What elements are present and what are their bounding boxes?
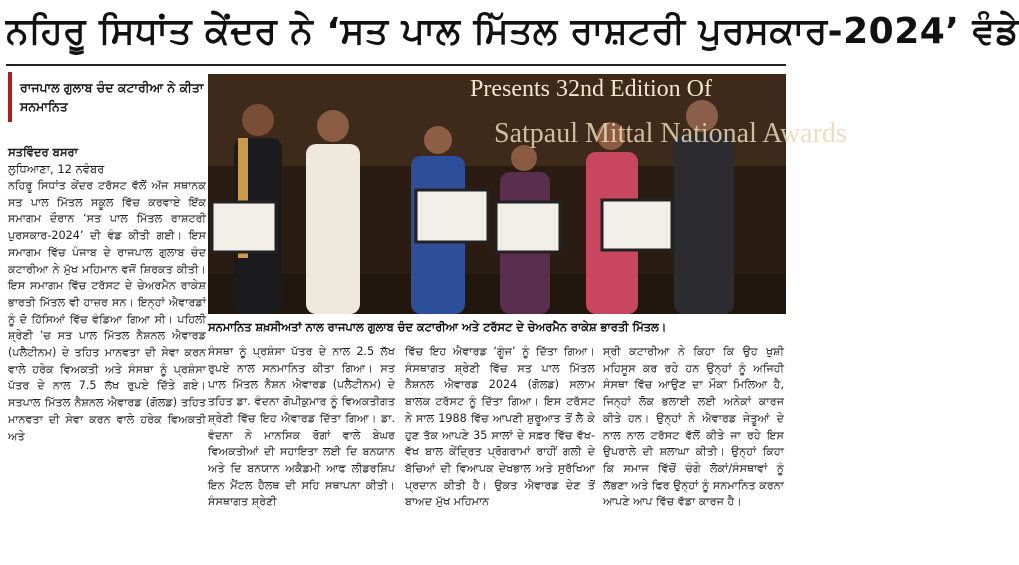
subheadline: ਰਾਜਪਾਲ ਗੁਲਾਬ ਚੰਦ ਕਟਾਰੀਆ ਨੇ ਕੀਤਾ ਸਨਮਾਨਿਤ [8, 72, 215, 122]
photo-caption: ਸਨਮਾਨਿਤ ਸ਼ਖ਼ਸੀਅਤਾਂ ਨਾਲ ਰਾਜਪਾਲ ਗੁਲਾਬ ਚੰਦ ਕਟਾਰੀਆ ਅਤੇ ਟਰੱਸਟ ਦੇ ਚੇਅਰਮੈਨ ਰਾਕੇਸ਼ ਭਾਰਤੀ ਮਿੱਤਲ। [208, 320, 667, 334]
headline-divider [6, 64, 786, 66]
stage-banner-line-1: Presents 32nd Edition Of [470, 76, 712, 102]
headline: ਨਹਿਰੂ ਸਿਧਾਂਤ ਕੇਂਦਰ ਨੇ ‘ਸਤ ਪਾਲ ਮਿੱਤਲ ਰਾਸ਼ਟਰੀ ਪੁਰਸਕਾਰ-2024’ ਵੰਡੇ [6, 11, 1019, 52]
award-photo-illustration [208, 74, 786, 314]
byline [8, 144, 204, 178]
article-column-3: ਵਿੱਚ ਇਹ ਐਵਾਰਡ ‘ਗੂੰਜ’ ਨੂੰ ਦਿੱਤਾ ਗਿਆ। ਸੰਸਥਾਗਤ ਸ਼੍ਰੇਣੀ ਵਿੱਚ ਸਤ ਪਾਲ ਮਿੱਤਲ ਨੈਸ਼ਨਲ ਐਵਾਰਡ 2024 (ਗੋਲਡ) ਸਲਾਮ ਬਾਲਕ ਟਰੱਸਟ ਨੂੰ ਦਿੱਤਾ ਗਿਆ। ਇਸ ਟਰੱਸਟ ਨੇ ਸਾਲ 1988 ਵਿੱਚ ਆਪਣੀ ਸ਼ੁਰੂਆਤ ਤੋਂ ਲੈ ਕੇ ਹੁਣ ਤੱਕ ਆਪਣੇ 35 ਸਾਲਾਂ ਦੇ ਸਫ਼ਰ ਵਿੱਚ ਵੱਖ-ਵੱਖ ਬਾਲ ਕੇਂਦ੍ਰਿਤ ਪ੍ਰੋਗਰਾਮਾਂ ਰਾਹੀਂ ਗਲੀ ਦੇ ਬੱਚਿਆਂ ਦੀ ਵਿਆਪਕ ਦੇਖਭਾਲ ਅਤੇ ਸੁਰੱਖਿਆ ਪ੍ਰਦਾਨ ਕੀਤੀ ਹੈ। ਉਕਤ ਐਵਾਰਡ ਦੇਣ ਤੋਂ ਬਾਅਦ ਮੁੱਖ ਮਹਿਮਾਨ [405, 345, 595, 509]
certificate-frame [602, 200, 672, 250]
certificate-frame [212, 202, 276, 252]
stage-banner-line-2: Satpaul Mittal National Awards [494, 118, 847, 149]
byline-author: ਸਤਵਿੰਦਰ ਬਸਰਾ [8, 145, 78, 159]
certificate-frame [496, 202, 560, 252]
article-column-2: ਸੰਸਥਾ ਨੂੰ ਪ੍ਰਸ਼ੰਸਾ ਪੱਤਰ ਦੇ ਨਾਲ 2.5 ਲੱਖ ਰੁਪਏ ਨਾਲ ਸਨਮਾਨਿਤ ਕੀਤਾ ਗਿਆ। ਸਤ ਪਾਲ ਮਿੱਤਲ ਨੈਸ਼ਨ ਐਵਾਰਡ (ਪਲੈਟੀਨਮ) ਦੇ ਤਹਿਤ ਡਾ. ਵੰਦਨਾ ਗੋਪੀਕੁਮਾਰ ਨੂੰ ਵਿਅਕਤੀਗਤ ਸ਼੍ਰੇਣੀ ਵਿੱਚ ਇਹ ਐਵਾਰਡ ਦਿੱਤਾ ਗਿਆ। ਡਾ. ਵੰਦਨਾ ਨੇ ਮਾਨਸਿਕ ਰੋਗਾਂ ਵਾਲੇ ਬੇਘਰ ਵਿਅਕਤੀਆਂ ਦੀ ਸਹਾਇਤਾ ਲਈ ਦਿ ਬਨਯਾਨ ਅਤੇ ਦਿ ਬਨਯਾਨ ਅਕੈਡਮੀ ਆਫ ਲੀਡਰਸ਼ਿਪ ਇਨ ਮੈਂਟਲ ਹੈਲਥ ਦੀ ਸਹਿ ਸਥਾਪਨਾ ਕੀਤੀ। ਸੰਸਥਾਗਤ ਸ਼੍ਰੇਣੀ [208, 345, 395, 509]
certificate-frame [416, 190, 488, 242]
article-column-1: ਨਹਿਰੂ ਸਿਧਾਂਤ ਕੇਂਦਰ ਟਰੱਸਟ ਵੱਲੋਂ ਅੱਜ ਸਥਾਨਕ ਸਤ ਪਾਲ ਮਿੱਤਲ ਸਕੂਲ ਵਿੱਚ ਕਰਵਾਏ ਇੱਕ ਸਮਾਗਮ ਦੌਰਾਨ ‘ਸਤ ਪਾਲ ਮਿੱਤਲ ਰਾਸ਼ਟਰੀ ਪੁਰਸਕਾਰ-2024’ ਦੀ ਵੰਡ ਕੀਤੀ ਗਈ। ਇਸ ਸਮਾਗਮ ਵਿੱਚ ਪੰਜਾਬ ਦੇ ਰਾਜਪਾਲ ਗੁਲਾਬ ਚੰਦ ਕਟਾਰੀਆ ਨੇ ਮੁੱਖ ਮਹਿਮਾਨ ਵਜੋਂ ਸ਼ਿਰਕਤ ਕੀਤੀ। ਇਸ ਸਮਾਗਮ ਵਿੱਚ ਟਰੱਸਟ ਦੇ ਚੇਅਰਮੈਨ ਰਾਕੇਸ਼ ਭਾਰਤੀ ਮਿੱਤਲ ਵੀ ਹਾਜ਼ਰ ਸਨ। ਇਨ੍ਹਾਂ ਐਵਾਰਡਾਂ ਨੂੰ ਦੋ ਹਿੱਸਿਆਂ ਵਿੱਚ ਵੰਡਿਆ ਗਿਆ ਸੀ। ਪਹਿਲੀ ਸ਼੍ਰੇਣੀ ’ਚ ਸਤ ਪਾਲ ਮਿੱਤਲ ਨੈਸ਼ਨਲ ਐਵਾਰਡ (ਪਲੈਟੀਨਮ) ਦੇ ਤਹਿਤ ਮਾਨਵਤਾ ਦੀ ਸੇਵਾ ਕਰਨ ਵਾਲੇ ਹਰੇਕ ਵਿਅਕਤੀ ਅਤੇ ਸੰਸਥਾ ਨੂੰ ਪ੍ਰਸ਼ੰਸਾ ਪੱਤਰ ਦੇ ਨਾਲ 7.5 ਲੱਖ ਰੁਪਏ ਦਿੱਤੇ ਗਏ। ਸਤਪਾਲ ਮਿੱਤਲ ਨੈਸ਼ਨਲ ਐਵਾਰਡ (ਗੋਲਡ) ਤਹਿਤ ਮਾਨਵਤਾ ਦੀ ਸੇਵਾ ਕਰਨ ਵਾਲੇ ਹਰੇਕ ਵਿਅਕਤੀ ਅਤੇ [8, 179, 206, 443]
article-column-4: ਸ੍ਰੀ ਕਟਾਰੀਆ ਨੇ ਕਿਹਾ ਕਿ ਉਹ ਖੁਸ਼ੀ ਮਹਿਸੂਸ ਕਰ ਰਹੇ ਹਨ ਉਨ੍ਹਾਂ ਨੂੰ ਅਜਿਹੀ ਸੰਸਥਾ ਵਿੱਚ ਆਉਣ ਦਾ ਮੌਕਾ ਮਿਲਿਆ ਹੈ, ਜਿਨ੍ਹਾਂ ਲੋਕ ਭਲਾਈ ਲਈ ਅਨੇਕਾਂ ਕਾਰਜ ਕੀਤੇ ਹਨ। ਉਨ੍ਹਾਂ ਨੇ ਐਵਾਰਡ ਜੇਤੂਆਂ ਦੇ ਨਾਲ ਨਾਲ ਟਰੱਸਟ ਵੱਲੋਂ ਕੀਤੇ ਜਾ ਰਹੇ ਇਸ ਉਪਰਾਲੇ ਦੀ ਸ਼ਲਾਘਾ ਕੀਤੀ। ਉਨ੍ਹਾਂ ਕਿਹਾ ਕਿ ਸਮਾਜ ਵਿੱਚੋਂ ਚੰਗੇ ਲੋਕਾਂ/ਸੰਸਥਾਵਾਂ ਨੂੰ ਲੱਭਣਾ ਅਤੇ ਫਿਰ ਉਨ੍ਹਾਂ ਨੂੰ ਸਨਮਾਨਿਤ ਕਰਨਾ ਆਪਣੇ ਆਪ ਵਿੱਚ ਵੱਡਾ ਕਾਰਜ ਹੈ। [603, 345, 784, 509]
award-photo [208, 74, 847, 314]
dateline: ਲੁਧਿਆਣਾ, 12 ਨਵੰਬਰ [8, 162, 105, 176]
